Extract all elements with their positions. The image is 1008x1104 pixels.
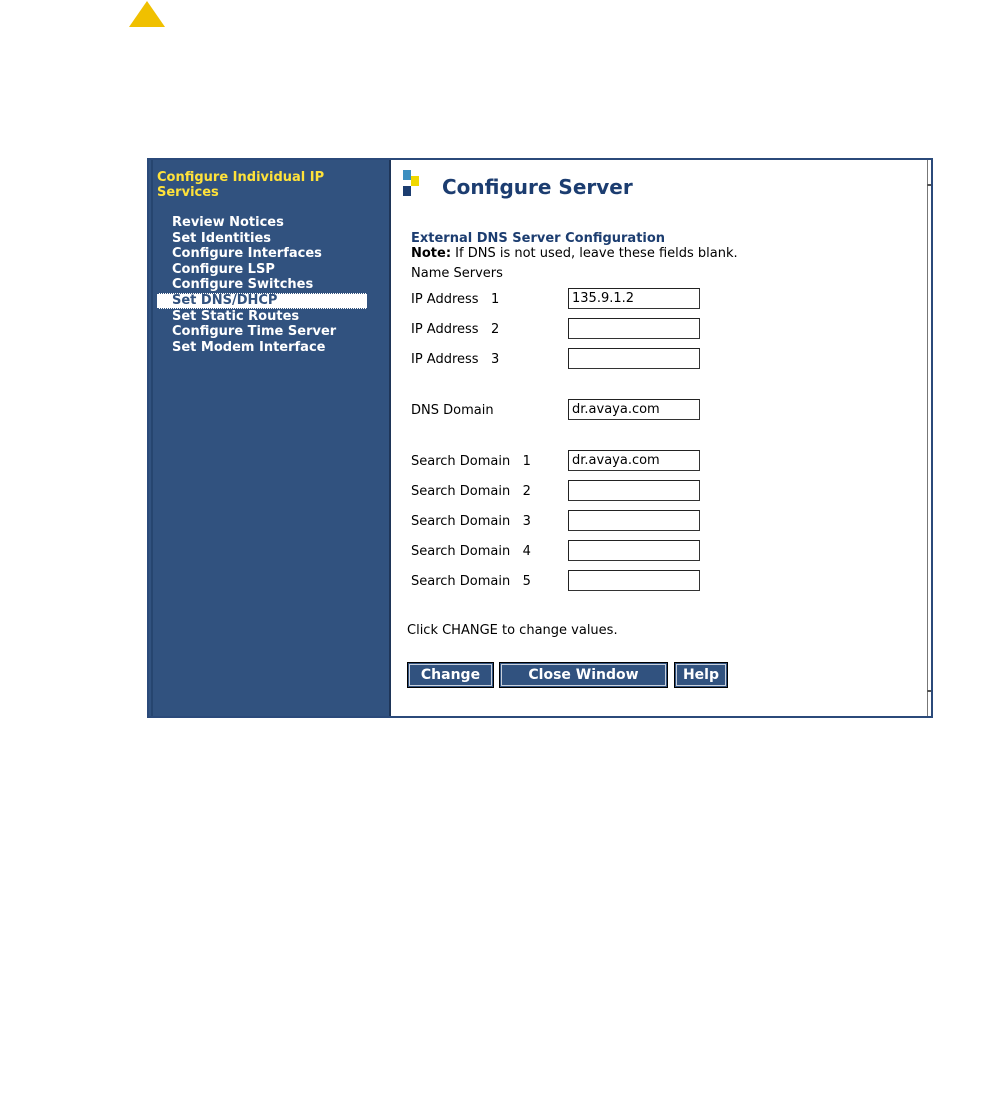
search-domain-2-label: Search Domain 2 bbox=[411, 484, 531, 499]
note-label: Note: bbox=[411, 246, 452, 261]
close-window-button[interactable]: Close Window bbox=[499, 662, 668, 688]
sidebar-nav bbox=[157, 215, 367, 355]
ip-address-1-input[interactable] bbox=[568, 288, 700, 309]
name-servers-label: Name Servers bbox=[411, 266, 503, 281]
ip-address-3-label: IP Address 3 bbox=[411, 352, 500, 367]
configure-server-window bbox=[147, 158, 933, 718]
ip-address-3-input[interactable] bbox=[568, 348, 700, 369]
section-title: External DNS Server Configuration bbox=[411, 231, 666, 246]
sidebar-item-configure-time-server[interactable]: Configure Time Server bbox=[172, 324, 337, 340]
sidebar-item-configure-lsp[interactable]: Configure LSP bbox=[172, 261, 275, 277]
search-domain-4-input[interactable] bbox=[568, 540, 700, 561]
sidebar-item-configure-switches[interactable]: Configure Switches bbox=[172, 277, 314, 293]
search-domain-3-label: Search Domain 3 bbox=[411, 514, 531, 529]
sidebar-item-configure-interfaces[interactable]: Configure Interfaces bbox=[172, 246, 322, 262]
change-button[interactable]: Change bbox=[407, 662, 494, 688]
note-text bbox=[411, 246, 738, 261]
warning-triangle-icon bbox=[128, 0, 166, 28]
avaya-logo-icon bbox=[403, 170, 427, 200]
ip-address-2-input[interactable] bbox=[568, 318, 700, 339]
search-domain-4-label: Search Domain 4 bbox=[411, 544, 531, 559]
search-domain-2-input[interactable] bbox=[568, 480, 700, 501]
change-hint: Click CHANGE to change values. bbox=[407, 623, 618, 638]
sidebar-item-set-identities[interactable]: Set Identities bbox=[172, 230, 272, 246]
sidebar-item-review-notices[interactable]: Review Notices bbox=[172, 215, 284, 230]
ip-address-1-label: IP Address 1 bbox=[411, 292, 500, 307]
sidebar-item-set-modem-interface[interactable]: Set Modem Interface bbox=[172, 339, 326, 355]
note-body: If DNS is not used, leave these fields blank. bbox=[451, 246, 738, 261]
sidebar-title: Configure Individual IP Services bbox=[157, 170, 325, 200]
sidebar-item-set-static-routes[interactable]: Set Static Routes bbox=[172, 308, 300, 324]
search-domain-5-label: Search Domain 5 bbox=[411, 574, 531, 589]
dns-domain-label: DNS Domain bbox=[411, 403, 494, 418]
search-domain-5-input[interactable] bbox=[568, 570, 700, 591]
sidebar-item-set-dns-dhcp[interactable]: Set DNS/DHCP bbox=[157, 293, 367, 309]
main-content bbox=[391, 160, 931, 716]
dns-domain-input[interactable] bbox=[568, 399, 700, 420]
scrollbar[interactable] bbox=[927, 160, 931, 716]
ip-address-2-label: IP Address 2 bbox=[411, 322, 500, 337]
help-button[interactable]: Help bbox=[674, 662, 728, 688]
sidebar bbox=[149, 160, 391, 716]
page-title: Configure Server bbox=[442, 175, 633, 199]
search-domain-1-input[interactable] bbox=[568, 450, 700, 471]
search-domain-1-label: Search Domain 1 bbox=[411, 454, 531, 469]
search-domain-3-input[interactable] bbox=[568, 510, 700, 531]
